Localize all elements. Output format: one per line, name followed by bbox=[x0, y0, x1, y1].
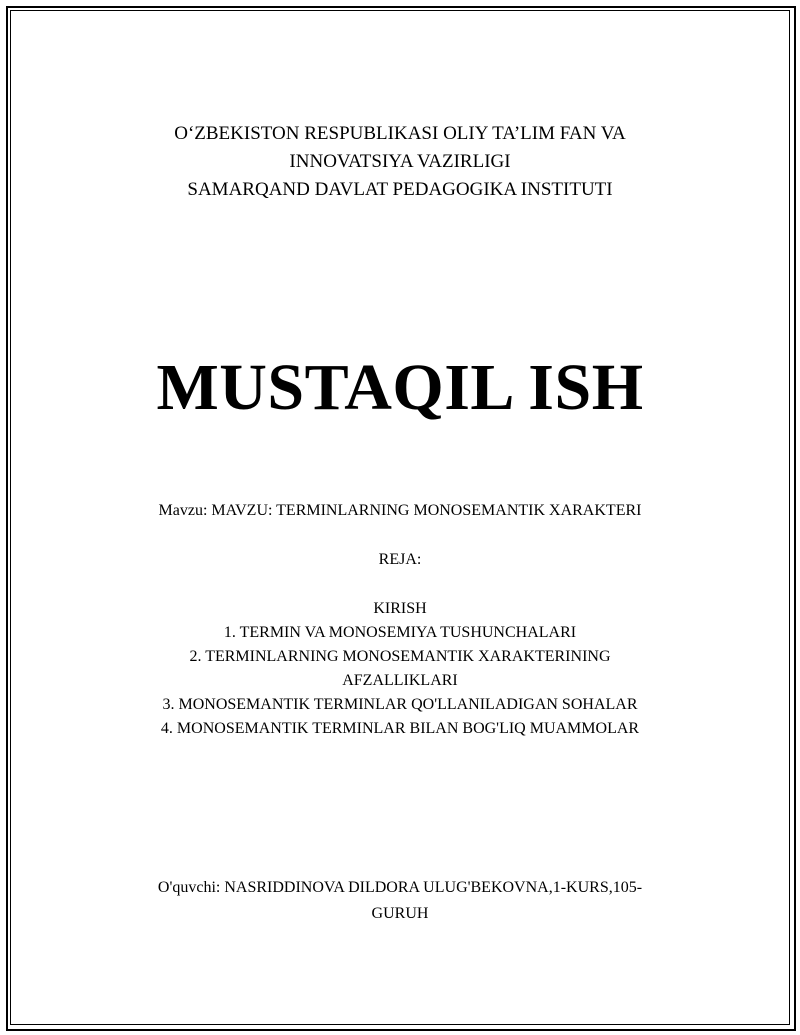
institution-header bbox=[0, 120, 800, 204]
document-title: MUSTAQIL ISH bbox=[156, 351, 644, 424]
topic-line: Mavzu: MAVZU: TERMINLARNING MONOSEMANTIK XARAKTERI bbox=[158, 502, 642, 519]
plan-item-1: 1. TERMIN VA MONOSEMIYA TUSHUNCHALARI bbox=[223, 624, 577, 641]
header-line-1: O‘ZBEKISTON RESPUBLIKASI OLIY TA’LIM FAN VA bbox=[174, 123, 626, 144]
plan-heading: REJA: bbox=[378, 551, 422, 568]
plan-item-2-line-2: AFZALLIKLARI bbox=[342, 672, 458, 689]
plan-list bbox=[0, 597, 800, 741]
student-line-1: O'quvchi: NASRIDDINOVA DILDORA ULUG'BEKOVNA,1-KURS,105- bbox=[157, 879, 643, 896]
plan-item-3: 3. MONOSEMANTIK TERMINLAR QO'LLANILADIGAN SOHALAR bbox=[162, 696, 638, 713]
plan-item-4: 4. MONOSEMANTIK TERMINLAR BILAN BOG'LIQ MUAMMOLAR bbox=[160, 720, 640, 737]
header-line-3: SAMARQAND DAVLAT PEDAGOGIKA INSTITUTI bbox=[187, 179, 613, 200]
plan-item-intro: KIRISH bbox=[373, 600, 427, 617]
student-line-2: GURUH bbox=[371, 905, 429, 922]
plan-item-2-line-1: 2. TERMINLARNING MONOSEMANTIK XARAKTERINING bbox=[189, 648, 611, 665]
header-line-2: INNOVATSIYA VAZIRLIGI bbox=[289, 151, 511, 172]
student-info bbox=[0, 875, 800, 927]
